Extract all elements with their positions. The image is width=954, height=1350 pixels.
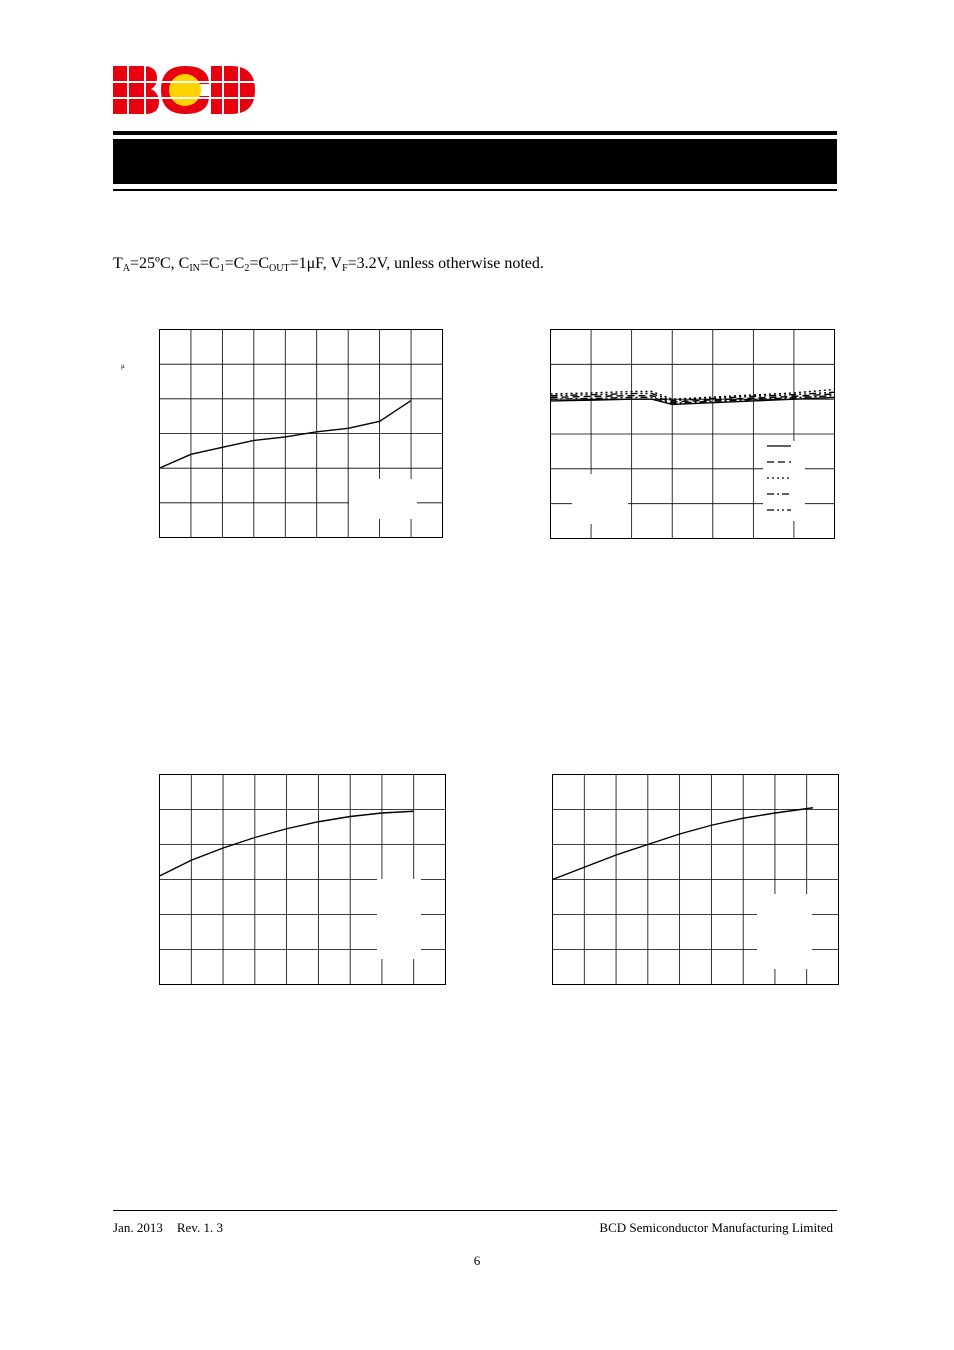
logo-letter-d	[211, 66, 255, 114]
logo-letter-b	[113, 66, 159, 114]
label-area	[763, 441, 805, 521]
footer-rule	[113, 1210, 837, 1211]
chart-4	[552, 774, 839, 985]
bcd-logo	[113, 66, 255, 114]
label-area	[757, 894, 812, 969]
chart-3	[159, 774, 446, 985]
footer-date: Jan. 2013	[113, 1220, 163, 1235]
label-area	[572, 474, 628, 524]
header-rule	[113, 131, 837, 135]
chart-2	[550, 329, 835, 539]
logo-letter-c	[161, 66, 209, 114]
label-area	[377, 879, 421, 959]
footer-company: BCD Semiconductor Manufacturing Limited	[599, 1220, 833, 1235]
label-area	[349, 479, 417, 519]
test-conditions: $T_A=25ºC$, $C_{IN}=C_1=C_2=C_{OUT}=1\mu F$, $V_F=3.2V$, unless otherwise noted.	[113, 255, 544, 274]
chart1-unit-glyph: μ	[121, 362, 125, 370]
page-number: 6	[473, 1253, 481, 1268]
header-rule-bottom	[113, 189, 837, 191]
chart-1	[159, 329, 443, 538]
header-title-bar	[113, 139, 837, 184]
series-line-1	[553, 808, 814, 880]
footer-left	[113, 1220, 223, 1236]
footer-revision: Rev. 1. 3	[176, 1220, 223, 1235]
